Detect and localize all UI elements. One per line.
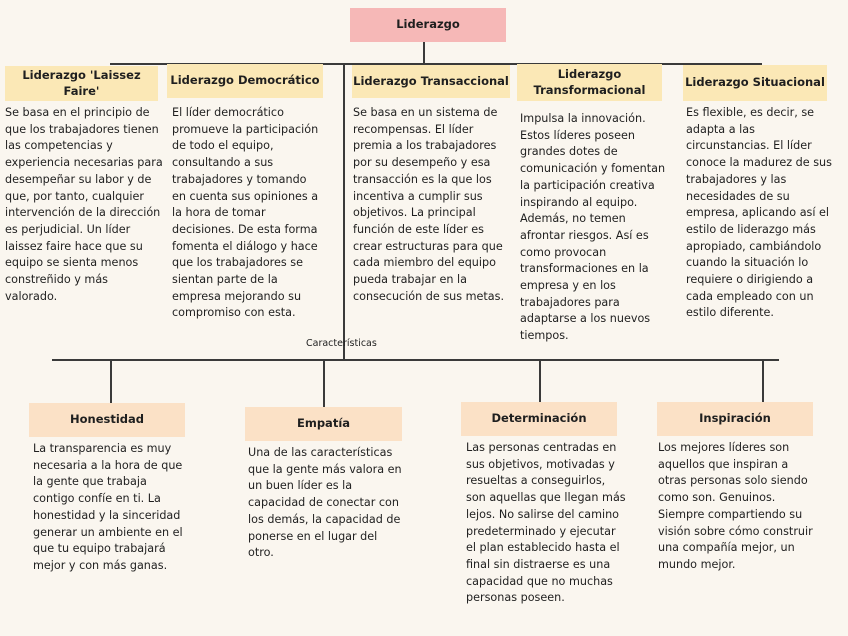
type-node-transformacional[interactable]: Liderazgo Transformacional bbox=[517, 64, 662, 101]
connector-root-stem bbox=[423, 42, 425, 64]
connector-characteristics-bar bbox=[52, 359, 779, 361]
characteristic-description-determinacion: Las personas centradas en sus objetivos, motivadas y resueltas a conseguirlos, son aquellas que llegan más lejos. No salirse del camino predeterminado y ejecutar el plan establecido hasta el final sin distraerse es una capacidad que no muchas personas poseen. bbox=[466, 441, 626, 605]
type-description-situacional: Es flexible, es decir, se adapta a las circunstancias. El líder conoce la madurez de sus trabajadores y las necesidades de su empresa, aplicando así el estilo de liderazgo más apropiado, cambiándolo cuando la situación lo requiere o dirigiendo a cada empleado con un estilo diferente. bbox=[686, 106, 832, 320]
characteristic-description-honestidad: La transparencia es muy necesaria a la hora de que la gente que trabaja contigo confíe en ti. La honestidad y la sinceridad generar un ambiente en el que tu equipo trabajará mejor y con más ganas. bbox=[33, 442, 183, 572]
characteristic-description-empatia: Una de las características que la gente más valora en un buen líder es la capacidad de conectar con los demás, la capacidad de ponerse en el lugar del otro. bbox=[248, 446, 402, 560]
type-description-transformacional: Impulsa la innovación. Estos líderes poseen grandes dotes de comunicación y fomentan la participación creativa inspirando al equipo. Además, no temen afrontar riesgos. Así es como provocan transformaciones en la empresa y en los trabajadores para adaptarse a los nuevos tiempos. bbox=[520, 112, 666, 343]
type-description-democratico: El líder democrático promueve la participación de todo el equipo, consultando a sus trabajadores y tomando en cuenta sus opiniones a la hora de tomar decisiones. De esta forma fomenta el diálogo y hace que los trabajadores se sientan parte de la empresa mejorando su compromiso con esta. bbox=[172, 106, 319, 320]
type-node-transaccional[interactable]: Liderazgo Transaccional bbox=[352, 65, 510, 98]
characteristic-node-inspiracion[interactable]: Inspiración bbox=[657, 402, 813, 436]
type-node-democratico[interactable]: Liderazgo Democrático bbox=[167, 64, 323, 98]
type-node-laissez-faire[interactable]: Liderazgo 'Laissez Faire' bbox=[5, 66, 158, 101]
connector-empatia bbox=[323, 359, 325, 407]
type-description-transaccional: Se basa en un sistema de recompensas. El líder premia a los trabajadores por su desempeño y esa transacción es la que los incentiva a cumplir sus objetivos. La principal función de este líder es crear estructuras para que cada miembro del equipo pueda trabajar en la consecución de sus metas. bbox=[353, 106, 505, 303]
characteristics-connector-label: Características bbox=[306, 338, 377, 349]
type-node-situacional[interactable]: Liderazgo Situacional bbox=[683, 65, 827, 101]
characteristic-node-honestidad[interactable]: Honestidad bbox=[29, 403, 185, 437]
characteristic-node-empatia[interactable]: Empatía bbox=[245, 407, 402, 441]
characteristic-node-determinacion[interactable]: Determinación bbox=[461, 402, 617, 436]
type-description-laissez-faire: Se basa en el principio de que los trabajadores tienen las competencias y experiencia necesarias para desempeñar su labor y de que, por tanto, cualquier intervención de la dirección es perjudicial. Un líder laissez faire hace que su equipo se sienta menos constreñido y más valorado. bbox=[5, 106, 163, 303]
root-node[interactable]: Liderazgo bbox=[350, 8, 506, 42]
connector-inspiracion bbox=[762, 359, 764, 402]
connector-trunk bbox=[343, 63, 345, 360]
characteristic-description-inspiracion: Los mejores líderes son aquellos que inspiran a otras personas solo siendo como son. Genuinos. Siempre compartiendo su visión sobre cómo construir una compañía mejor, un mundo mejor. bbox=[658, 441, 813, 571]
connector-honestidad bbox=[110, 359, 112, 403]
connector-determinacion bbox=[539, 359, 541, 402]
